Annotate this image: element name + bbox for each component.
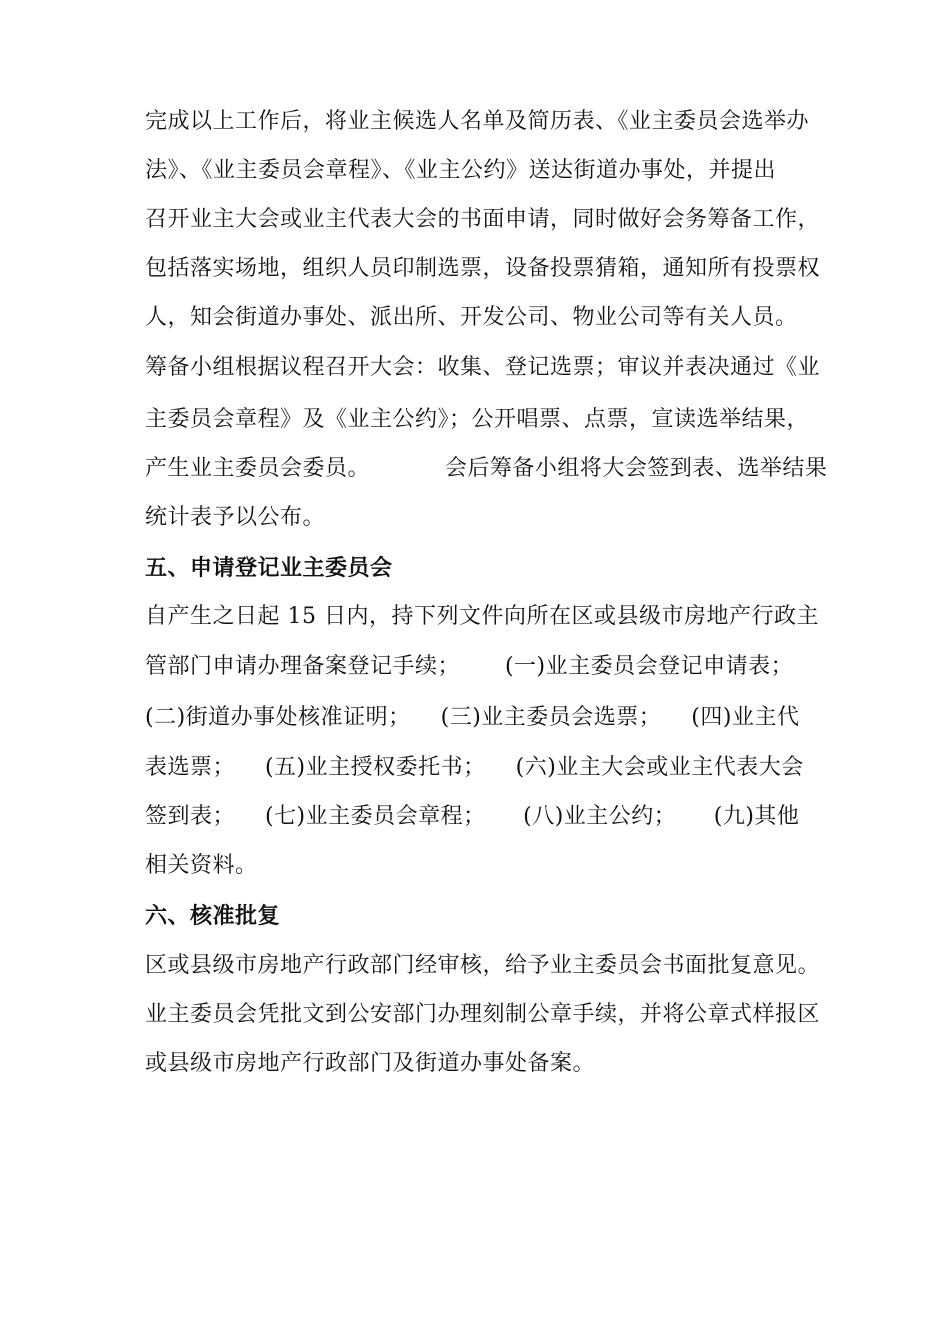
paragraph-line: 人，知会街道办事处、派出所、开发公司、物业公司等有关人员。 bbox=[145, 305, 798, 330]
paragraph-line: 区或县级市房地产行政部门经审核，给予业主委员会书面批复意见。 bbox=[145, 953, 821, 978]
paragraph-line: 自产生之日起 15 日内，持下列文件向所在区或县级市房地产行政主 bbox=[145, 604, 819, 629]
paragraph-line: 法》、《业主委员会章程》、《业主公约》送达街道办事处，并提出 bbox=[145, 158, 777, 183]
paragraph-line: 筹备小组根据议程召开大会：收集、登记选票；审议并表决通过《业 bbox=[145, 355, 821, 380]
paragraph-line: 主委员会章程》及《业主公约》；公开唱票、点票，宣读选举结果， bbox=[145, 407, 810, 432]
paragraph-line: 统计表予以公布。 bbox=[145, 505, 326, 530]
paragraph-line: 完成以上工作后，将业主候选人名单及简历表、《业主委员会选举办 bbox=[145, 109, 810, 134]
section-heading: 六、核准批复 bbox=[145, 903, 281, 929]
paragraph-line: 包括落实场地，组织人员印制选票，设备投票猜箱，通知所有投票权 bbox=[145, 256, 821, 281]
paragraph-line: 表选票； (五)业主授权委托书； (六)业主大会或业主代表大会 bbox=[145, 755, 804, 780]
paragraph-line: 业主委员会凭批文到公安部门办理刻制公章手续，并将公章式样报区 bbox=[145, 1002, 821, 1027]
paragraph-line: 管部门申请办理备案登记手续； (一)业主委员会登记申请表； bbox=[145, 654, 794, 679]
paragraph-line: 或县级市房地产行政部门及街道办事处备案。 bbox=[145, 1051, 596, 1076]
paragraph-line: (二)街道办事处核准证明； (三)业主委员会选票； (四)业主代 bbox=[145, 705, 800, 730]
paragraph-line: 签到表； (七)业主委员会章程； (八)业主公约； (九)其他 bbox=[145, 804, 800, 829]
section-heading: 五、申请登记业主委员会 bbox=[145, 555, 393, 581]
paragraph-line: 相关资料。 bbox=[145, 853, 258, 878]
paragraph-line: 产生业主委员会委员。 会后筹备小组将大会签到表、选举结果 bbox=[145, 456, 828, 481]
paragraph-line: 召开业主大会或业主代表大会的书面申请，同时做好会务筹备工作， bbox=[145, 207, 821, 232]
